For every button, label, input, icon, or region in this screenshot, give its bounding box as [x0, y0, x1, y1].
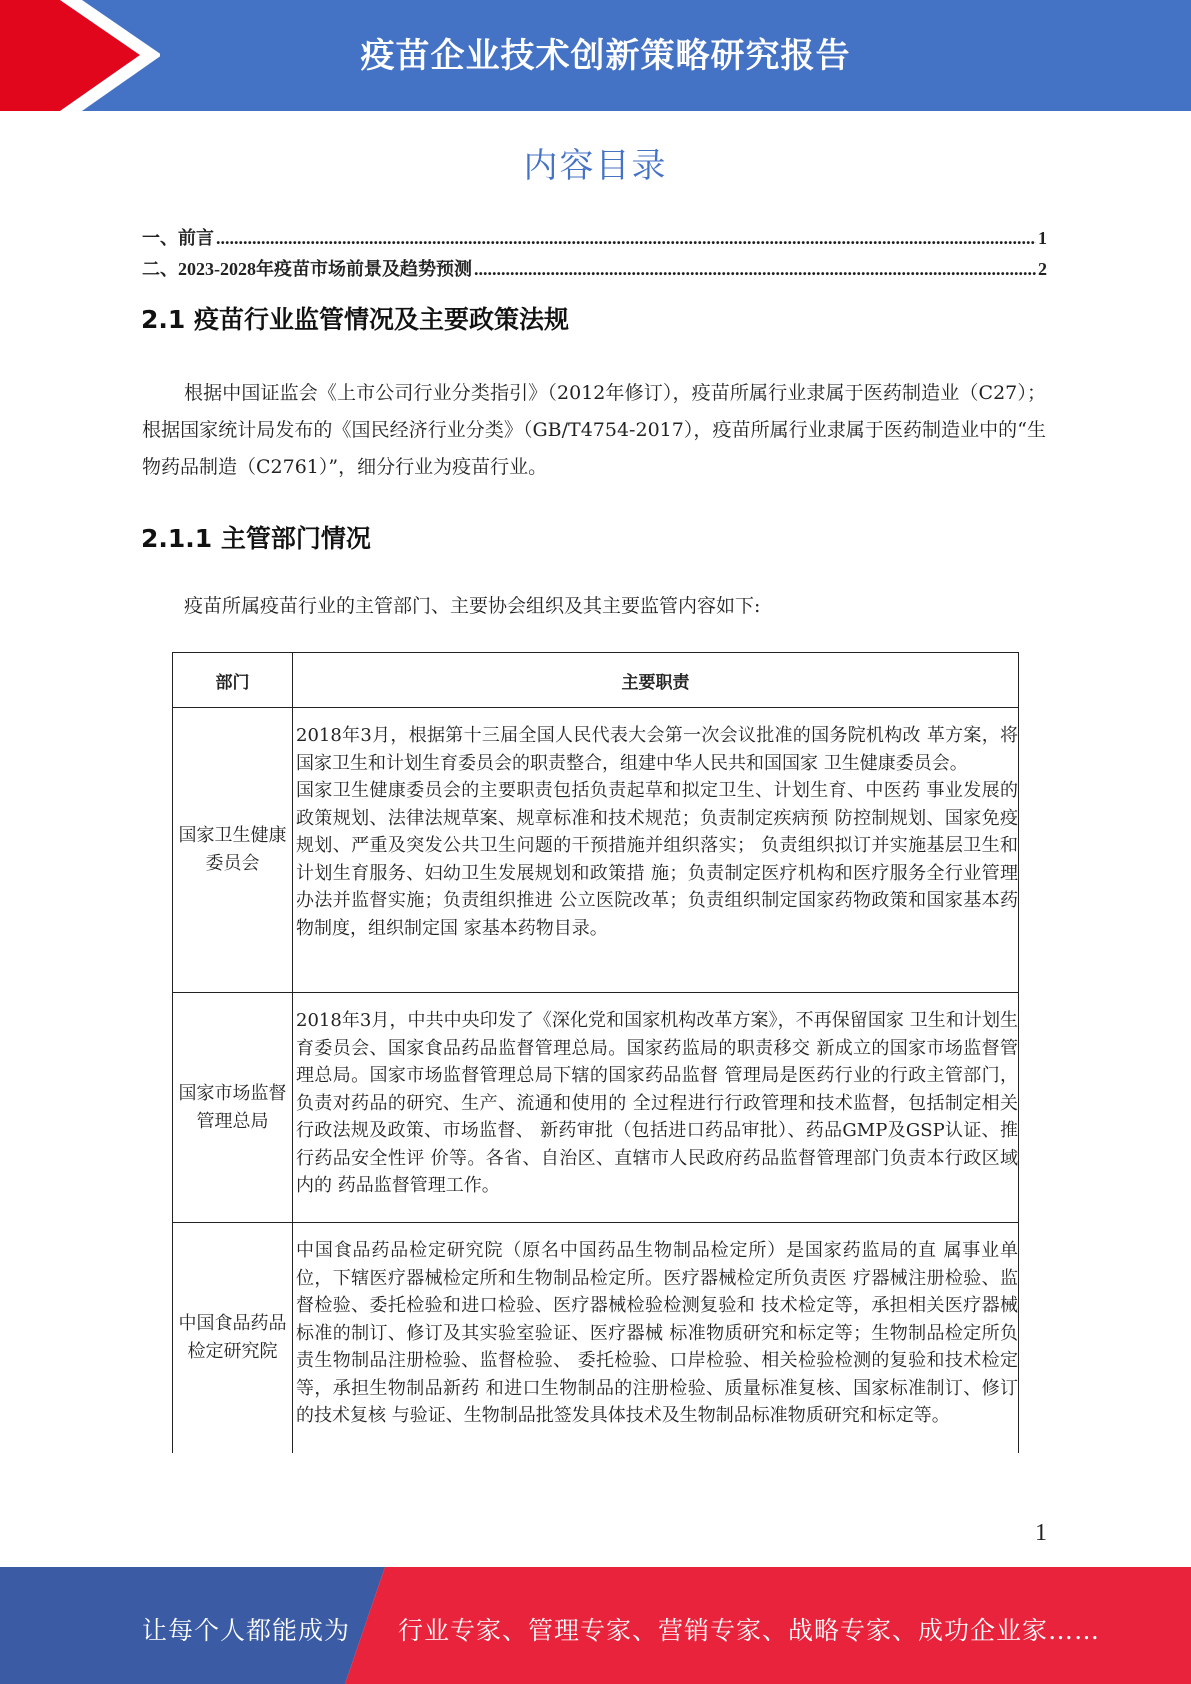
footer-slogan-right: 行业专家、管理专家、营销专家、战略专家、成功企业家……	[398, 1616, 1101, 1645]
section-paragraph: 根据中国证监会《上市公司行业分类指引》（2012年修订），疫苗所属行业隶属于医药制造业（C27）；根据国家统计局发布的《国民经济行业分类》（GB/T4754-2017），疫苗所属行业隶属于医药制造业中的“生物药品制造（C2761）”，细分行业为疫苗行业。	[142, 382, 1046, 478]
toc-list	[142, 224, 1047, 286]
table-row	[173, 1223, 1019, 1453]
toc-item[interactable]	[142, 255, 1047, 286]
toc-leader-dots	[216, 228, 1036, 249]
duty-text: 2018年3月，根据第十三届全国人民代表大会第一次会议批准的国务院机构改 革方案，将国家卫生和计划生育委员会的职责整合，组建中华人民共和国国家 卫生健康委员会。	[296, 725, 1018, 774]
duty-text: 国家卫生健康委员会的主要职责包括负责起草和拟定卫生、计划生育、中医药 事业发展的政策规划、法律法规草案、规章标准和技术规范；负责制定疾病预 防控制规划、国家免疫规划、严重及突发公共卫生问题的干预措施并组织落实； 负责组织拟订并实施基层卫生和计划生育服务、妇幼卫生发展规划和政策措 施；负责制定医疗机构和医疗服务全行业管理办法并监督实施；负责组织推进 公立医院改革；负责组织制定国家药物政策和国家基本药物制度，组织制定国 家基本药物目录。	[296, 780, 1018, 939]
toc-item-page: 1	[1038, 228, 1047, 248]
footer-banner	[0, 1567, 1191, 1684]
table-intro: 疫苗所属疫苗行业的主管部门、主要协会组织及其主要监管内容如下:	[184, 595, 761, 617]
subsection-heading: 2.1.1 主管部门情况	[141, 524, 371, 553]
dept-cell: 国家卫生健康委员会	[173, 708, 293, 993]
toc-item-page: 2	[1038, 259, 1047, 279]
duty-cell	[293, 993, 1019, 1223]
section-heading: 2.1 疫苗行业监管情况及主要政策法规	[141, 305, 569, 334]
footer-slogan-left: 让每个人都能成为	[142, 1616, 351, 1645]
toc-leader-dots	[474, 259, 1036, 280]
column-header-dept: 部门	[173, 653, 293, 708]
report-title: 疫苗企业技术创新策略研究报告	[360, 36, 851, 76]
toc-title: 内容目录	[523, 146, 668, 186]
duty-cell	[293, 708, 1019, 993]
column-header-duty: 主要职责	[293, 653, 1019, 708]
duty-text: 中国食品药品检定研究院（原名中国药品生物制品检定所）是国家药监局的直 属事业单位，下辖医疗器械检定所和生物制品检定所。医疗器械检定所负责医 疗器械注册检验、监督检验、委托检验和进口检验、医疗器械检验检测复验和 技术检定等，承担相关医疗器械标准的制订、修订及其实验室验证、医疗器械 标准物质研究和标定等；生物制品检定所负责生物制品注册检验、监督检验、 委托检验、口岸检验、相关检验检测的复验和技术检定等，承担生物制品新药 和进口生物制品的注册检验、质量标准复核、国家标准制订、修订的技术复核 与验证、生物制品批签发具体技术及生物制品标准物质研究和标定等。	[296, 1240, 1018, 1426]
duty-cell	[293, 1223, 1019, 1453]
table-header-row	[173, 653, 1019, 708]
toc-item[interactable]	[142, 224, 1047, 255]
page-number: 1	[1035, 1520, 1047, 1546]
dept-cell: 中国食品药品检定研究院	[173, 1223, 293, 1453]
departments-table	[172, 652, 1019, 1453]
header-banner	[0, 0, 1191, 111]
toc-item-label: 一、前言	[142, 228, 214, 248]
duty-text: 2018年3月，中共中央印发了《深化党和国家机构改革方案》，不再保留国家 卫生和计划生育委员会、国家食品药品监督管理总局。国家药监局的职责移交 新成立的国家市场监督管理总局。国家市场监督管理总局下辖的国家药品监督 管理局是医药行业的行政主管部门，负责对药品的研究、生产、流通和使用的 全过程进行行政管理和技术监督，包括制定相关行政法规及政策、市场监督、 新药审批（包括进口药品审批）、药品GMP及GSP认证、推行药品安全性评 价等。各省、自治区、直辖市人民政府药品监督管理部门负责本行政区域内的 药品监督管理工作。	[296, 1010, 1018, 1196]
dept-cell: 国家市场监督管理总局	[173, 993, 293, 1223]
toc-item-label: 二、2023-2028年疫苗市场前景及趋势预测	[142, 259, 472, 279]
table-row	[173, 993, 1019, 1223]
table-row	[173, 708, 1019, 993]
